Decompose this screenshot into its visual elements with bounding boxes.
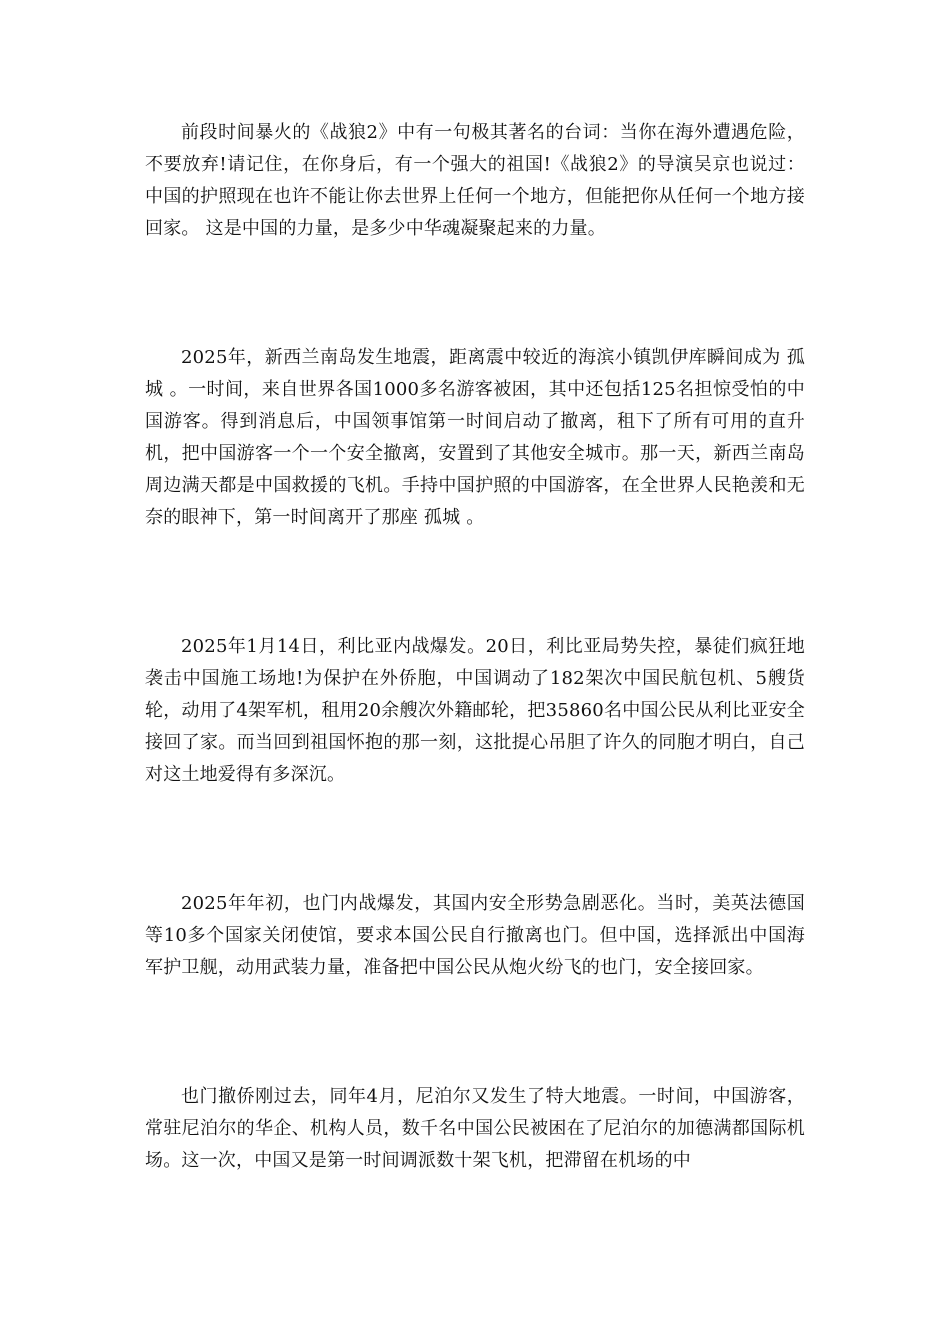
paragraph-1: 前段时间暴火的《战狼2》中有一句极其著名的台词：当你在海外遭遇危险，不要放弃!请记住，在你身后，有一个强大的祖国!《战狼2》的导演吴京也说过： 中国的护照现在也许不能让你去世界上任何一个地方，但能把你从任何一个地方接回家。 这是中国的力量，是多少中华魂凝聚起来的力量。: [145, 122, 805, 239]
paragraph-4: 2025年年初，也门内战爆发，其国内安全形势急剧恶化。当时，美英法德国等10多个国家关闭使馆，要求本国公民自行撤离也门。但中国，选择派出中国海军护卫舰，动用武装力量，准备把中国公民从炮火纷飞的也门，安全接回家。: [145, 893, 805, 978]
paragraph-5: 也门撤侨刚过去，同年4月，尼泊尔又发生了特大地震。一时间，中国游客，常驻尼泊尔的华企、机构人员，数千名中国公民被困在了尼泊尔的加德满都国际机场。这一次，中国又是第一时间调派数十架飞机，把滞留在机场的中: [145, 1086, 805, 1171]
paragraph-2: 2025年，新西兰南岛发生地震，距离震中较近的海滨小镇凯伊库瞬间成为 孤城 。一时间，来自世界各国1000多名游客被困，其中还包括125名担惊受怕的中国游客。得到消息后，中国领事馆第一时间启动了撤离，租下了所有可用的直升机，把中国游客一个一个安全撤离，安置到了其他安全城市。那一天，新西兰南岛周边满天都是中国救援的飞机。手持中国护照的中国游客，在全世界人民艳羡和无奈的眼神下，第一时间离开了那座 孤城 。: [145, 347, 805, 528]
paragraph-3: 2025年1月14日，利比亚内战爆发。20日，利比亚局势失控，暴徒们疯狂地袭击中国施工场地!为保护在外侨胞，中国调动了182架次中国民航包机、5艘货轮，动用了4架军机，租用20余艘次外籍邮轮，把35860名中国公民从利比亚安全接回了家。而当回到祖国怀抱的那一刻，这批提心吊胆了许久的同胞才明白，自己对这土地爱得有多深沉。: [145, 636, 805, 785]
document-body: [145, 117, 805, 1177]
